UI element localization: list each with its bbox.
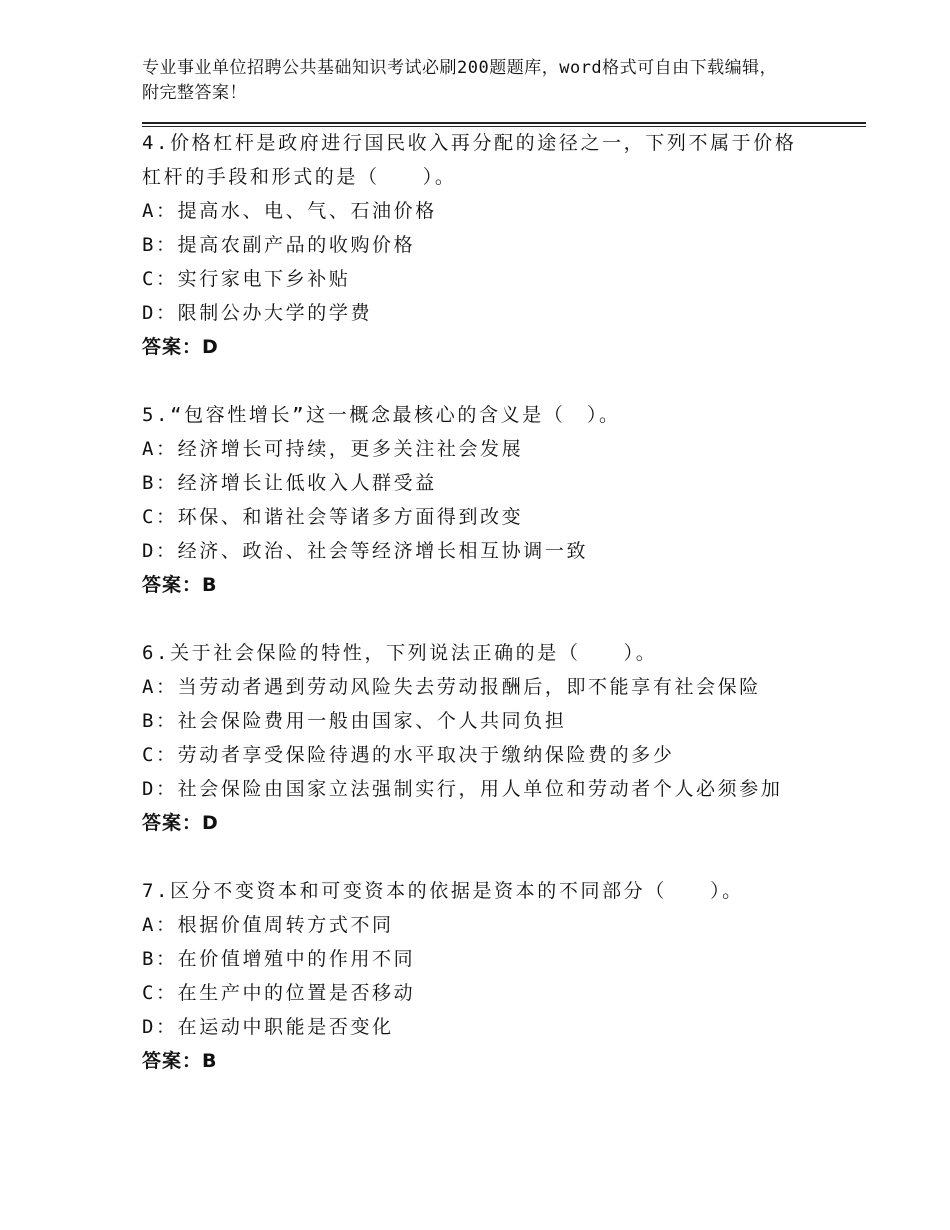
option-c: C：环保、和谐社会等诸多方面得到改变: [142, 506, 524, 528]
option-b: B：社会保险费用一般由国家、个人共同负担: [142, 710, 567, 732]
answer: 答案：D: [142, 336, 219, 358]
question-5: [142, 398, 842, 602]
option-a: A：经济增长可持续，更多关注社会发展: [142, 438, 524, 460]
option-b: B：经济增长让低收入人群受益: [142, 472, 437, 494]
option-b: B：在价值增殖中的作用不同: [142, 948, 416, 970]
option-d: D：经济、政治、社会等经济增长相互协调一致: [142, 540, 589, 562]
option-a: A：当劳动者遇到劳动风险失去劳动报酬后，即不能享有社会保险: [142, 676, 761, 698]
option-a: A：根据价值周转方式不同: [142, 914, 394, 936]
header-divider-thick: [142, 122, 866, 124]
option-b: B：提高农副产品的收购价格: [142, 234, 416, 256]
answer: 答案：D: [142, 812, 219, 834]
question-stem: 6.关于社会保险的特性，下列说法正确的是（ ）。: [142, 642, 658, 664]
question-list: [142, 126, 842, 1112]
question-7: [142, 874, 842, 1078]
option-a: A：提高水、电、气、石油价格: [142, 200, 437, 222]
question-4: [142, 126, 842, 364]
page-header: 专业事业单位招聘公共基础知识考试必刷200题题库，word格式可自由下载编辑，附完整答案！: [142, 58, 778, 103]
question-stem: 4.价格杠杆是政府进行国民收入再分配的途径之一，下列不属于价格杠杆的手段和形式的是（ ）。: [142, 132, 797, 188]
option-c: C：实行家电下乡补贴: [142, 268, 351, 290]
option-d: D：社会保险由国家立法强制实行，用人单位和劳动者个人必须参加: [142, 778, 783, 800]
option-c: C：劳动者享受保险待遇的水平取决于缴纳保险费的多少: [142, 744, 675, 766]
answer: 答案：B: [142, 1050, 218, 1072]
question-stem: 5.“包容性增长”这一概念最核心的含义是（ ）。: [142, 404, 621, 426]
option-c: C：在生产中的位置是否移动: [142, 982, 416, 1004]
option-d: D：在运动中职能是否变化: [142, 1016, 394, 1038]
answer: 答案：B: [142, 574, 218, 596]
option-d: D：限制公办大学的学费: [142, 302, 373, 324]
question-stem: 7.区分不变资本和可变资本的依据是资本的不同部分（ ）。: [142, 880, 744, 902]
question-6: [142, 636, 842, 840]
